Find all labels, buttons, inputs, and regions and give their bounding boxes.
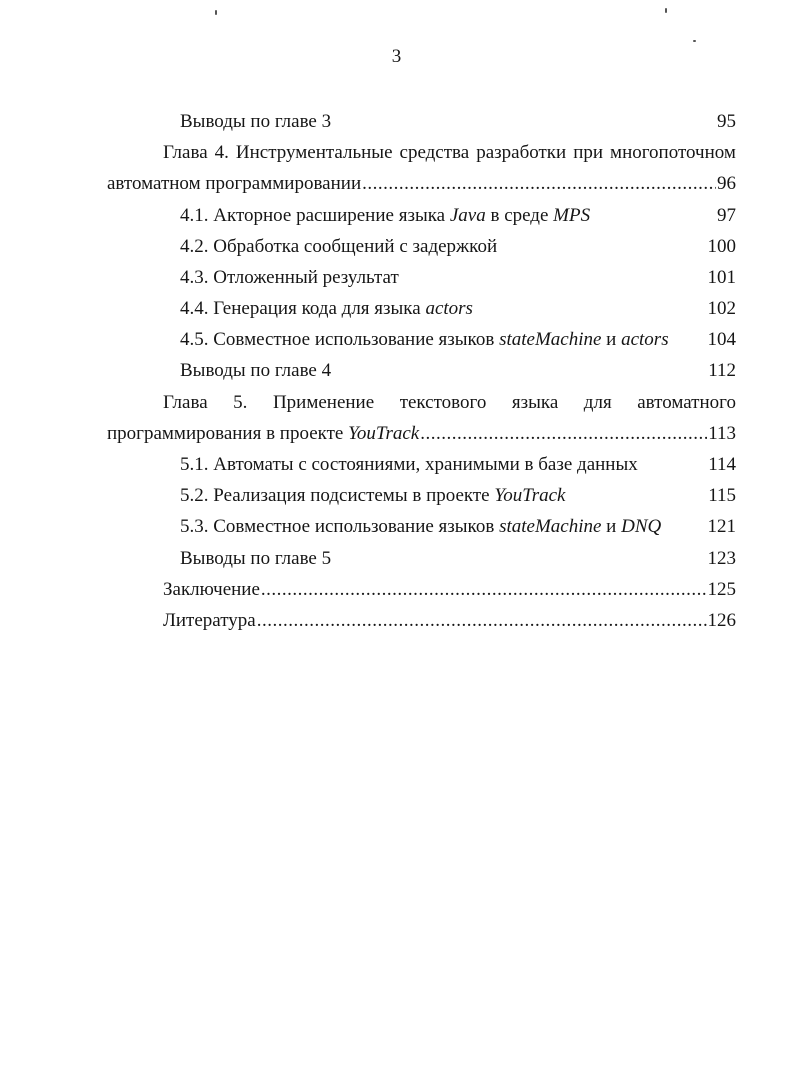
toc-entry-ch4-title-line2[interactable] [107, 172, 736, 196]
scan-speck [665, 8, 667, 13]
toc-entry-page: 96 [717, 173, 736, 194]
toc-entry-ch5-title-line1[interactable] [163, 391, 736, 415]
label-italic: stateMachine [499, 516, 602, 537]
toc-entry-4-5[interactable] [180, 328, 736, 352]
toc-entry-label: Выводы по главе 4 [180, 360, 332, 381]
toc-entry-page: 101 [707, 267, 736, 288]
page-number: 3 [391, 46, 402, 67]
toc-word: средства [399, 142, 470, 163]
toc-entry-label [107, 422, 419, 446]
label-italic: YouTrack [494, 485, 566, 506]
label-italic: actors [425, 298, 473, 319]
label-italic: MPS [553, 205, 591, 226]
toc-entry-page: 97 [717, 205, 736, 226]
toc-entry-page: 113 [708, 423, 736, 444]
toc-entry-ch4-title-line1[interactable] [163, 141, 736, 165]
toc-entry-4-3[interactable] [180, 266, 736, 290]
toc-entry-page: 102 [707, 298, 736, 319]
toc-entry-label: 4.3. Отложенный результат [180, 267, 399, 288]
toc-word: Инструментальные [235, 142, 393, 163]
toc-word: при [573, 142, 604, 163]
toc-entry-page: 123 [707, 548, 736, 569]
toc-entry-page: 115 [708, 485, 736, 506]
toc-word: Глава [163, 142, 208, 163]
toc-word: Глава [163, 392, 208, 413]
toc-entry-label [180, 485, 565, 506]
toc-word: текстового [399, 392, 487, 413]
dot-leader [257, 609, 707, 633]
toc-entry-label: Выводы по главе 5 [180, 548, 332, 569]
scan-speck [693, 40, 696, 42]
toc-entry-references[interactable] [163, 609, 736, 633]
dot-leader [362, 172, 716, 196]
toc-entry-5-2[interactable] [180, 484, 736, 508]
label-text: 5.3. Совместное использование языков [180, 516, 500, 537]
dot-leader [420, 422, 707, 446]
label-text: в среде [485, 205, 554, 226]
label-text: и [601, 516, 622, 537]
toc-entry-4-1[interactable] [180, 204, 736, 228]
toc-entry-page: 100 [707, 236, 736, 257]
toc-entry-label: 5.1. Автоматы с состояниями, хранимыми в базе данных [180, 454, 638, 475]
label-text: 4.4. Генерация кода для языка [180, 298, 426, 319]
dot-leader [261, 578, 707, 602]
toc-entry-label: 4.2. Обработка сообщений с задержкой [180, 236, 498, 257]
toc-entry-label: Заключение [163, 579, 260, 600]
toc-entry-conclusion[interactable] [163, 578, 736, 602]
label-italic: stateMachine [499, 329, 602, 350]
label-text: 5.2. Реализация подсистемы в проекте [180, 485, 495, 506]
toc-word: для [583, 392, 612, 413]
label-text: программирования в проекте [107, 423, 349, 444]
toc-entry-page: 121 [707, 516, 736, 537]
label-text: 4.5. Совместное использование языков [180, 329, 500, 350]
toc-entry-label [180, 205, 590, 226]
toc-entry-ch3-conclusions[interactable] [180, 110, 736, 134]
toc-entry-ch5-conclusions[interactable] [180, 547, 736, 571]
toc-entry-5-1[interactable] [180, 453, 736, 477]
label-italic: actors [621, 329, 669, 350]
toc-entry-page: 114 [708, 454, 736, 475]
toc-entry-label: автоматном программировании [107, 173, 362, 194]
toc-word: 4. [214, 142, 229, 163]
toc-entry-label [180, 329, 669, 350]
toc-entry-label [180, 298, 473, 319]
scan-speck [215, 10, 217, 15]
toc-entry-label: Выводы по главе 3 [180, 111, 332, 132]
toc-entry-4-4[interactable] [180, 297, 736, 321]
label-italic: DNQ [621, 516, 662, 537]
label-text: 4.1. Акторное расширение языка [180, 205, 450, 226]
toc-word: 5. [233, 392, 248, 413]
toc-entry-page: 126 [707, 610, 736, 631]
toc-entry-page: 95 [717, 111, 736, 132]
label-text: и [601, 329, 622, 350]
toc-entry-label [180, 516, 661, 537]
label-italic: Java [449, 205, 486, 226]
toc-entry-label: Литература [163, 610, 256, 631]
toc-word: многопоточном [610, 142, 736, 163]
toc-entry-page: 112 [708, 360, 736, 381]
label-italic: YouTrack [348, 423, 420, 444]
toc-entry-4-2[interactable] [180, 235, 736, 259]
toc-word: разработки [476, 142, 567, 163]
toc-entry-page: 104 [707, 329, 736, 350]
toc-word: Применение [272, 392, 375, 413]
toc-entry-ch5-title-line2[interactable] [107, 422, 736, 446]
toc-entry-page: 125 [707, 579, 736, 600]
toc-word: языка [511, 392, 559, 413]
toc-entry-5-3[interactable] [180, 515, 736, 539]
toc-entry-ch4-conclusions[interactable] [180, 359, 736, 383]
toc-word: автоматного [637, 392, 736, 413]
